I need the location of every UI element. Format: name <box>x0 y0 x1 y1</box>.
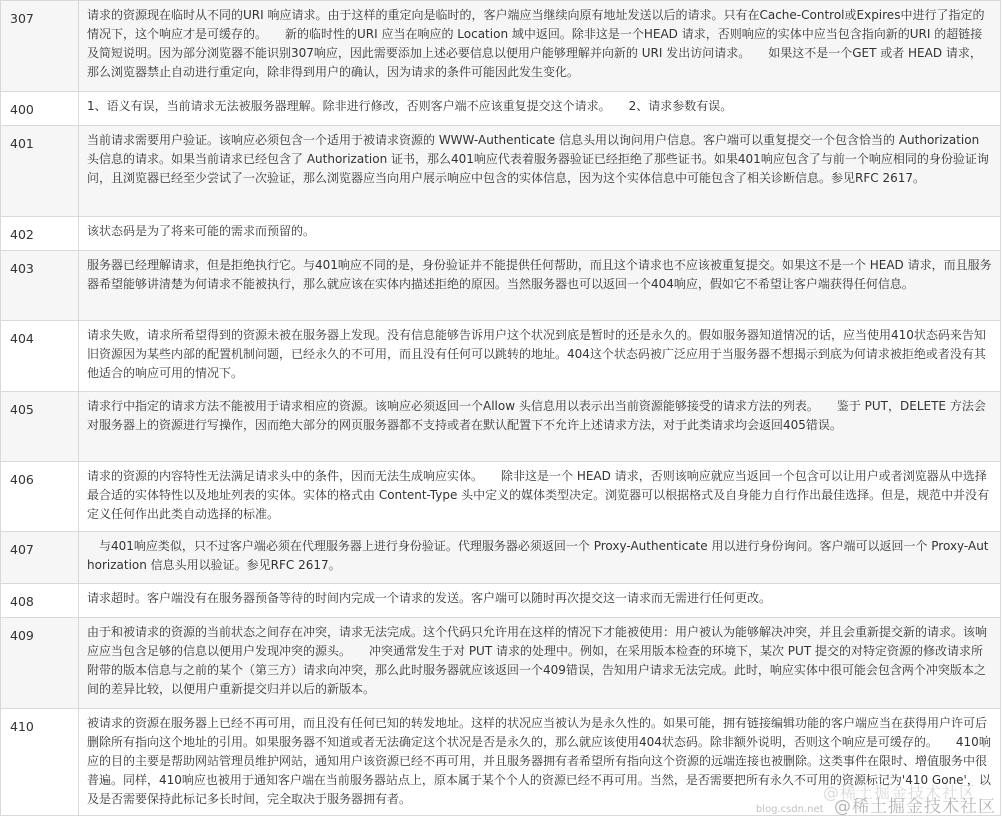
status-code: 402 <box>1 217 79 251</box>
status-description: 由于和被请求的资源的当前状态之间存在冲突，请求无法完成。这个代码只允许用在这样的情况下才能被使用：用户被认为能够解决冲突，并且会重新提交新的请求。该响应应当包含足够的信息以便用户发现冲突的源头。 冲突通常发生于对 PUT 请求的处理中。例如，在采用版本检查的环境下，某次 PUT 提交的对特定资源的修改请求所附带的版本信息与之前的某个（第三方）请求向冲突，那么此时服务器就应该返回一个409错误，告知用户请求无法完成。此时，响应实体中很可能会包含两个冲突版本之间的差异比较，以便用户重新提交归并以后的新版本。 <box>79 618 1001 709</box>
watermark-text: @稀土掘金技术社区 <box>834 797 996 817</box>
status-description: 当前请求需要用户验证。该响应必须包含一个适用于被请求资源的 WWW-Authenticate 信息头用以询问用户信息。客户端可以重复提交一个包含恰当的 Authorization 头信息的请求。如果当前请求已经包含了 Authorization 证书，那么401响应代表着服务器验证已经拒绝了那些证书。如果401响应包含了与前一个响应相同的身份验证询问，且浏览器已经至少尝试了一次验证，那么浏览器应当向用户展示响应中包含的实体信息，因为这个实体信息中可能包含了相关诊断信息。参见RFC 2617。 <box>79 126 1001 217</box>
table-row <box>1 532 1001 584</box>
table-row <box>1 392 1001 462</box>
status-description: 该状态码是为了将来可能的需求而预留的。 <box>79 217 1001 251</box>
status-description: 被请求的资源在服务器上已经不再可用，而且没有任何已知的转发地址。这样的状况应当被认为是永久性的。如果可能，拥有链接编辑功能的客户端应当在获得用户许可后删除所有指向这个地址的引用。如果服务器不知道或者无法确定这个状况是否是永久的，那么就应该使用404状态码。除非额外说明，否则这个响应是可缓存的。 410响应的目的主要是帮助网站管理员维护网站，通知用户该资源已经不再可用，并且服务器拥有者希望所有指向这个资源的远端连接也被删除。这类事件在限时、增值服务中很普遍。同样，410响应也被用于通知客户端在当前服务器站点上，原本属于某个个人的资源已经不再可用。当然，是否需要把所有永久不可用的资源标记为'410 Gone'，以及是否需要保持此标记多长时间，完全取决于服务器拥有者。 <box>79 709 1001 816</box>
status-code: 403 <box>1 251 79 321</box>
status-code: 409 <box>1 618 79 709</box>
status-description: 请求的资源的内容特性无法满足请求头中的条件，因而无法生成响应实体。 除非这是一个 HEAD 请求，否则该响应就应当返回一个包含可以让用户或者浏览器从中选择最合适的实体特性以及地址列表的实体。实体的格式由 Content-Type 头中定义的媒体类型决定。浏览器可以根据格式及自身能力自行作出最佳选择。但是，规范中并没有定义任何作出此类自动选择的标准。 <box>79 462 1001 532</box>
status-code: 408 <box>1 584 79 618</box>
status-description: 1、语义有误，当前请求无法被服务器理解。除非进行修改，否则客户端不应该重复提交这个请求。 2、请求参数有误。 <box>79 92 1001 126</box>
status-code: 410 <box>1 709 79 816</box>
status-code: 407 <box>1 532 79 584</box>
table-row <box>1 92 1001 126</box>
table-row <box>1 126 1001 217</box>
status-description: 与401响应类似，只不过客户端必须在代理服务器上进行身份验证。代理服务器必须返回一个 Proxy-Authenticate 用以进行身份询问。客户端可以返回一个 Proxy-Authorization 信息头用以验证。参见RFC 2617。 <box>79 532 1001 584</box>
status-code: 405 <box>1 392 79 462</box>
table-row <box>1 462 1001 532</box>
table-row <box>1 251 1001 321</box>
table-row <box>1 321 1001 392</box>
watermark-source-text: blog.csdn.net <box>755 804 824 815</box>
status-code: 400 <box>1 92 79 126</box>
status-code: 401 <box>1 126 79 217</box>
status-description: 请求行中指定的请求方法不能被用于请求相应的资源。该响应必须返回一个Allow 头信息用以表示出当前资源能够接受的请求方法的列表。 鉴于 PUT，DELETE 方法会对服务器上的资源进行写操作，因而绝大部分的网页服务器都不支持或者在默认配置下不允许上述请求方法，对于此类请求均会返回405错误。 <box>79 392 1001 462</box>
table-row <box>1 618 1001 709</box>
table-row <box>1 1 1001 92</box>
status-description: 服务器已经理解请求，但是拒绝执行它。与401响应不同的是，身份验证并不能提供任何帮助，而且这个请求也不应该被重复提交。如果这不是一个 HEAD 请求，而且服务器希望能够讲清楚为何请求不能被执行，那么就应该在实体内描述拒绝的原因。当然服务器也可以返回一个404响应，假如它不希望让客户端获得任何信息。 <box>79 251 1001 321</box>
status-description: 请求超时。客户端没有在服务器预备等待的时间内完成一个请求的发送。客户端可以随时再次提交这一请求而无需进行任何更改。 <box>79 584 1001 618</box>
table-row <box>1 217 1001 251</box>
watermark-ghost-text: @稀土掘金技术社区 <box>822 783 976 802</box>
status-code: 307 <box>1 1 79 92</box>
status-code: 404 <box>1 321 79 392</box>
watermark <box>755 783 996 817</box>
status-description: 请求失败，请求所希望得到的资源未被在服务器上发现。没有信息能够告诉用户这个状况到底是暂时的还是永久的。假如服务器知道情况的话，应当使用410状态码来告知旧资源因为某些内部的配置机制问题，已经永久的不可用，而且没有任何可以跳转的地址。404这个状态码被广泛应用于当服务器不想揭示到底为何请求被拒绝或者没有其他适合的响应可用的情况下。 <box>79 321 1001 392</box>
status-description: 请求的资源现在临时从不同的URI 响应请求。由于这样的重定向是临时的，客户端应当继续向原有地址发送以后的请求。只有在Cache-Control或Expires中进行了指定的情况下，这个响应才是可缓存的。 新的临时性的URI 应当在响应的 Location 域中返回。除非这是一个HEAD 请求，否则响应的实体中应当包含指向新的URI 的超链接及简短说明。因为部分浏览器不能识别307响应，因此需要添加上述必要信息以便用户能够理解并向新的 URI 发出访问请求。 如果这不是一个GET 或者 HEAD 请求，那么浏览器禁止自动进行重定向，除非得到用户的确认，因为请求的条件可能因此发生变化。 <box>79 1 1001 92</box>
status-code: 406 <box>1 462 79 532</box>
table-row <box>1 584 1001 618</box>
